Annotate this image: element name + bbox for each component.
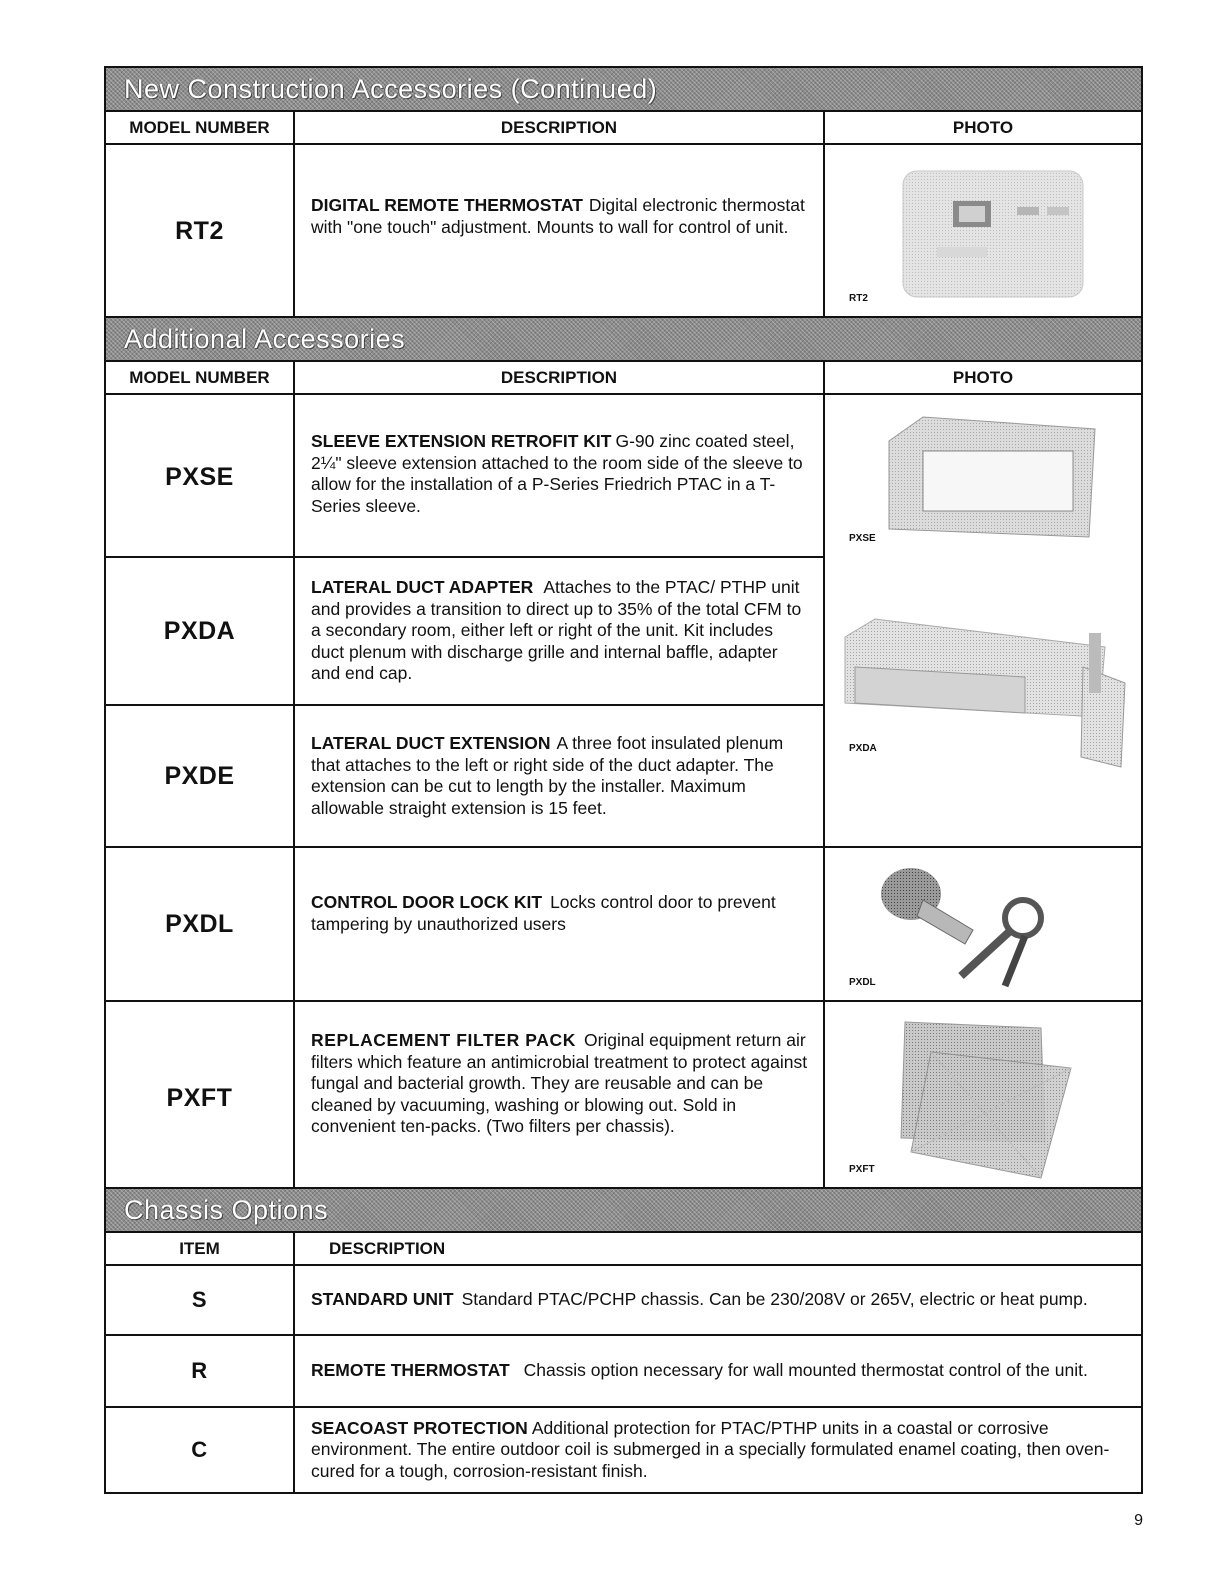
section-title-chassis: Chassis Options (106, 1189, 1141, 1233)
table-row (106, 848, 1141, 1002)
table-header-row (106, 1233, 1141, 1266)
description-title: DIGITAL REMOTE THERMOSTAT (311, 195, 583, 215)
description-title: SLEEVE EXTENSION RETROFIT KIT (311, 431, 612, 451)
photo-cell (825, 395, 1141, 556)
description-body: Standard PTAC/PCHP chassis. Can be 230/208V or 265V, electric or heat pump. (461, 1289, 1088, 1310)
filter-photo-icon (891, 1012, 1081, 1180)
description-title: SEACOAST PROTECTION (311, 1417, 528, 1438)
description-text (311, 1289, 1088, 1311)
description-body: Locks control door to prevent tampering by unauthorized users (311, 892, 776, 934)
description-body: Digital electronic thermostat with "one touch" adjustment. Mounts to wall for control of unit. (311, 195, 805, 237)
model-number: PXFT (166, 1084, 233, 1112)
header-model-number: MODEL NUMBER (106, 362, 295, 393)
table-row (106, 1266, 1141, 1336)
header-description: DESCRIPTION (295, 362, 825, 393)
photo-label: RT2 (849, 293, 868, 304)
header-model-number: MODEL NUMBER (106, 112, 295, 143)
photo-label: PXSE (849, 533, 876, 544)
model-number: PXSE (165, 463, 234, 491)
description-body: G-90 zinc coated steel, 2¼" sleeve extension attached to the room side of the sleeve to allow for the installation of a P-Series Friedrich PTAC in a T-Series sleeve. (311, 431, 803, 516)
description-text (311, 195, 809, 238)
photo-cell (825, 145, 1141, 316)
description-body: A three foot insulated plenum that attaches to the left or right side of the duct adapter. The extension can be cut to length by the installer. Maximum allowable straight extension is 15 feet. (311, 733, 784, 818)
description-body: Original equipment return air filters which feature an antimicrobial treatment to protect against fungal and bacterial growth. They are reusable and can be cleaned by vacuuming, washing or blowing out. Sold in convenient ten-packs. (Two filters per chassis). (311, 1030, 808, 1136)
header-photo: PHOTO (952, 117, 1014, 137)
photo-cell (825, 1002, 1141, 1187)
section-title-new-construction: New Construction Accessories (Continued) (106, 68, 1141, 112)
photo-cell (825, 848, 1141, 1000)
description-text (311, 1418, 1129, 1483)
description-title: REMOTE THERMOSTAT (311, 1360, 510, 1381)
photo-label: PXDL (849, 977, 876, 988)
description-title: LATERAL DUCT EXTENSION (311, 733, 551, 753)
section-title-additional: Additional Accessories (106, 318, 1141, 362)
description-body: Chassis option necessary for wall mounted thermostat control of the unit. (523, 1360, 1088, 1381)
description-text (311, 892, 809, 935)
lock-key-photo-icon (873, 860, 1073, 990)
item-code: S (191, 1287, 208, 1312)
model-number: PXDA (163, 616, 236, 645)
header-description: DESCRIPTION (329, 1238, 446, 1258)
description-body: Attaches to the PTAC/ PTHP unit and provides a transition to direct up to 35% of the total CFM to a secondary room, either left or right of the unit. Kit includes duct plenum with discharge grille and internal baffle, adapter and end cap. (311, 577, 802, 684)
header-item: ITEM (106, 1233, 295, 1264)
table-row (106, 395, 1141, 558)
description-text (311, 1030, 809, 1138)
table-row (106, 1336, 1141, 1408)
table-row (106, 1408, 1141, 1494)
description-title: LATERAL DUCT ADAPTER (311, 577, 534, 598)
duct-photo-icon (835, 607, 1135, 777)
duct-photo-cell (825, 551, 1141, 839)
model-number: PXDE (164, 761, 235, 790)
description-body: Additional protection for PTAC/PTHP units in a coastal or corrosive environment. The entire outdoor coil is submerged in a specially formulated enamel coating, then oven-cured for a tough, corrosion-resistant finish. (311, 1417, 1110, 1481)
description-title: STANDARD UNIT (311, 1289, 454, 1310)
item-code: R (191, 1358, 208, 1383)
table-row (106, 1002, 1141, 1189)
description-text (311, 733, 809, 819)
description-text (311, 1360, 1088, 1382)
photo-label: PXFT (849, 1164, 875, 1175)
thermostat-photo-icon (897, 167, 1087, 303)
item-code: C (191, 1437, 208, 1462)
description-text (311, 431, 809, 517)
description-title: REPLACEMENT FILTER PACK (311, 1030, 576, 1050)
photo-label: PXDA (849, 743, 877, 754)
header-photo: PHOTO (952, 367, 1014, 387)
page-number: 9 (1134, 1512, 1143, 1529)
table-row (106, 145, 1141, 318)
table-header-row (106, 112, 1141, 145)
table-header-row (106, 362, 1141, 395)
description-text (311, 577, 809, 685)
header-description: DESCRIPTION (295, 112, 825, 143)
description-title: CONTROL DOOR LOCK KIT (311, 892, 543, 912)
sleeve-photo-icon (883, 411, 1103, 551)
model-number: PXDL (165, 910, 234, 938)
model-number: RT2 (175, 217, 224, 245)
accessories-table (104, 66, 1143, 1494)
